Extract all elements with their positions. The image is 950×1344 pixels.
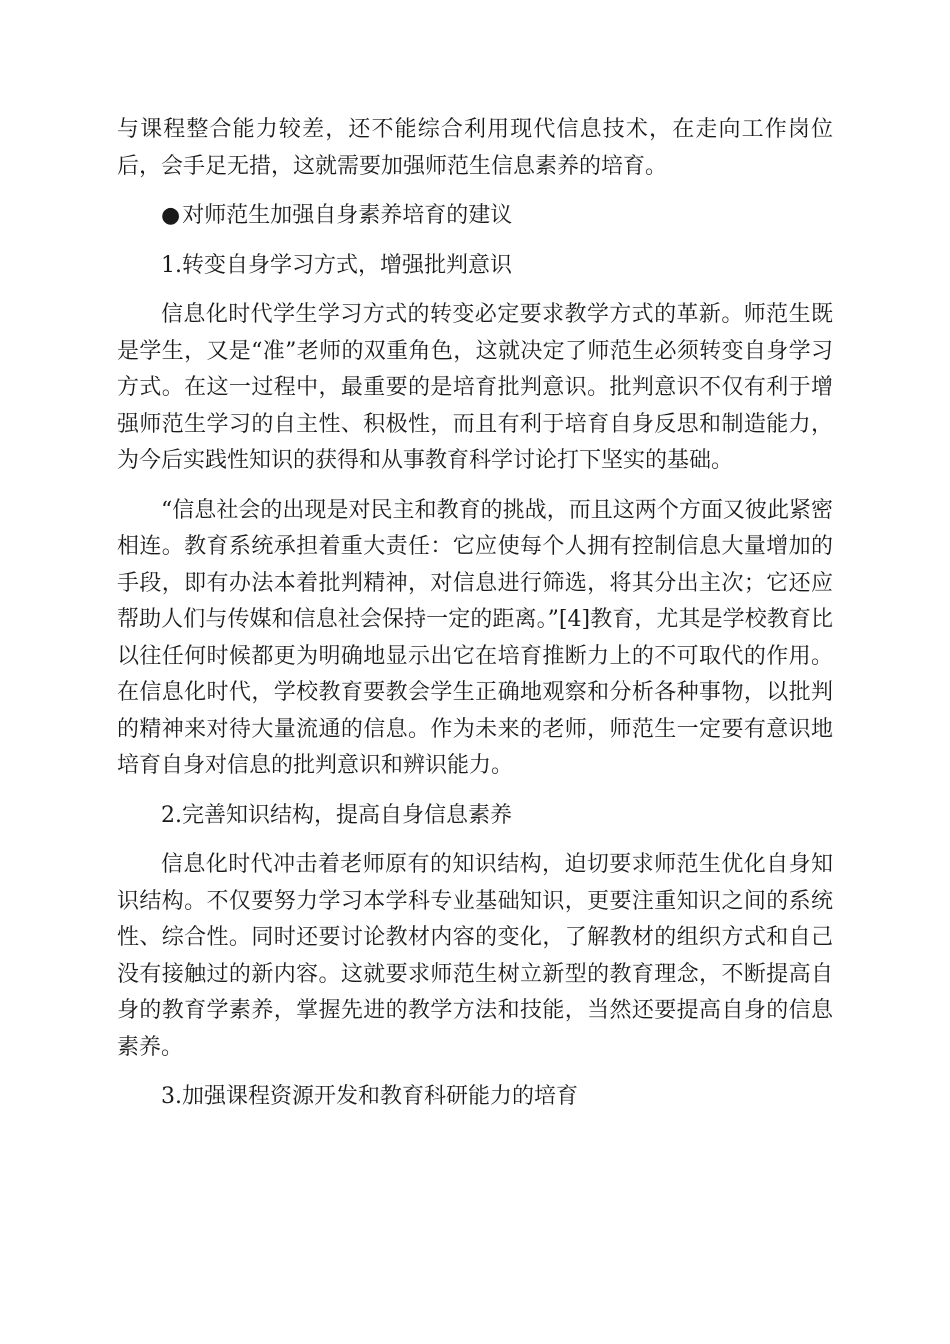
subheading-3: 3.加强课程资源开发和教育科研能力的培育 bbox=[161, 1084, 578, 1109]
subheading-2: 2.完善知识结构，提高自身信息素养 bbox=[161, 802, 512, 828]
paragraph-1: 信息化时代学生学习方式的转变必定要求教学方式的革新。师范生既是学生，又是“准”老师的双重角色，这就决定了师范生必须转变自身学习方式。在这一过程中，最重要的是培育批判意识。批判意识不仅有利于增强师范生学习的自主性、积极性，而且有利于培育自身反思和制造能力，为今后实践性知识的获得和从事教育科学讨论打下坚实的基础。 bbox=[117, 302, 833, 473]
paragraph-2: “信息社会的出现是对民主和教育的挑战，而且这两个方面又彼此紧密相连。教育系统承担着重大责任：它应使每个人拥有控制信息大量增加的手段，即有办法本着批判精神，对信息进行筛选，将其分出主次；它还应帮助人们与传媒和信息社会保持一定的距离。”[4]教育，尤其是学校教育比以往任何时候都更为明确地显示出它在培育推断力上的不可取代的作用。在信息化时代，学校教育要教会学生正确地观察和分析各种事物，以批判的精神来对待大量流通的信息。作为未来的老师，师范生一定要有意识地培育自身对信息的批判意识和辨识能力。 bbox=[117, 497, 833, 778]
subheading-1: 1.转变自身学习方式，增强批判意识 bbox=[161, 252, 512, 278]
section-heading bbox=[117, 198, 833, 235]
intro-paragraph: 与课程整合能力较差，还不能综合利用现代信息技术，在走向工作岗位后，会手足无措，这就需要加强师范生信息素养的培育。 bbox=[117, 117, 833, 179]
paragraph-3: 信息化时代冲击着老师原有的知识结构，迫切要求师范生优化自身知识结构。不仅要努力学习本学科专业基础知识，更要注重知识之间的系统性、综合性。同时还要讨论教材内容的变化，了解教材的组织方式和自己没有接触过的新内容。这就要求师范生树立新型的教育理念，不断提高自身的教育学素养，掌握先进的教学方法和技能，当然还要提高自身的信息素养。 bbox=[117, 852, 833, 1060]
bullet-icon: ● bbox=[161, 203, 181, 228]
section-heading-text: 对师范生加强自身素养培育的建议 bbox=[182, 203, 513, 228]
document-body bbox=[117, 112, 833, 1116]
